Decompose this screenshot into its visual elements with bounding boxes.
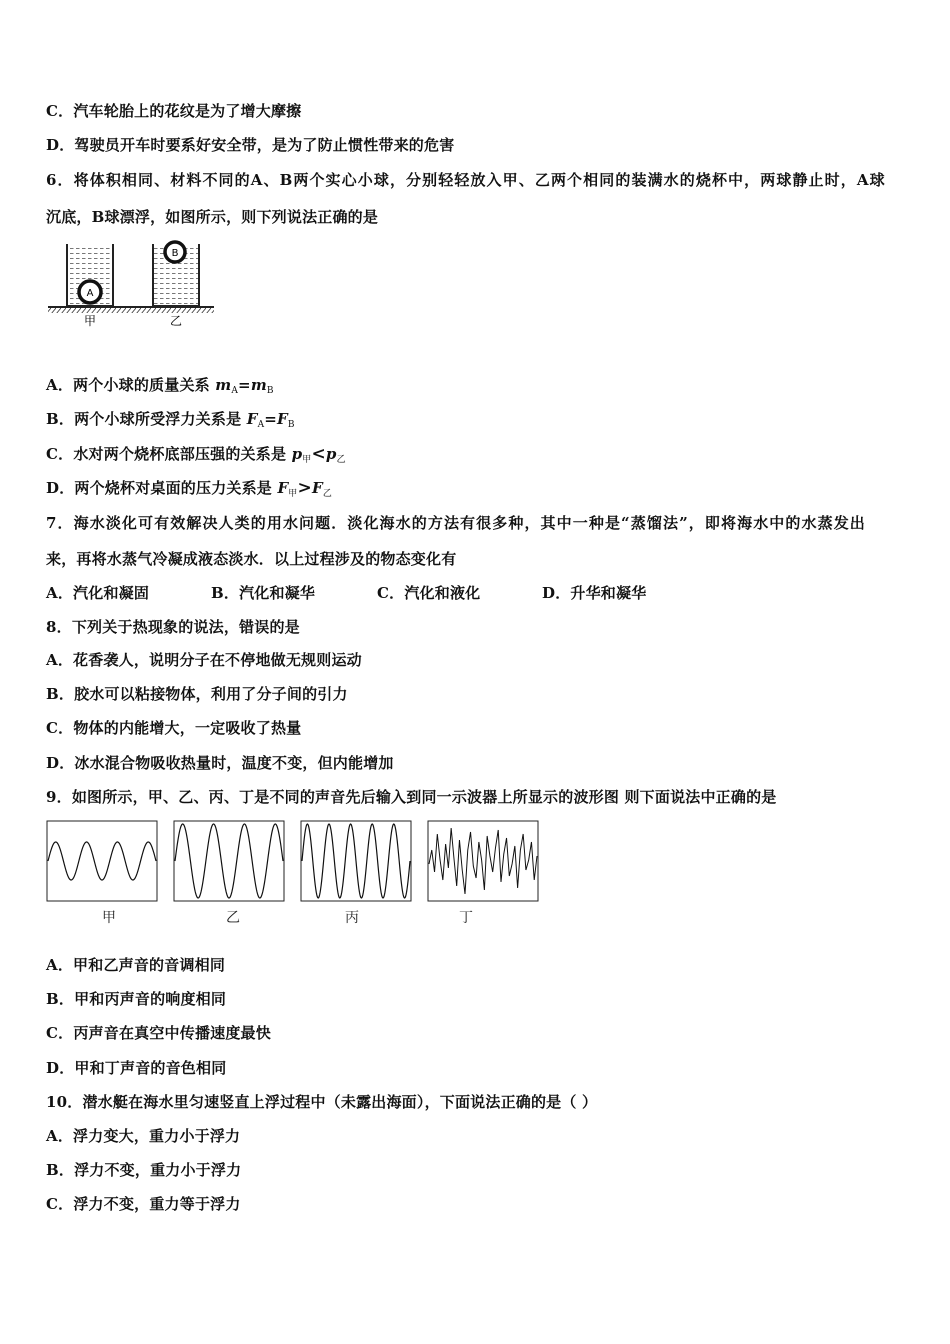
ball-b-label: B — [171, 248, 179, 259]
q6-beakers-figure — [46, 236, 221, 328]
q6-stem-line2: 沉底，B球漂浮，如图所示，则下列说法正确的是 — [46, 208, 379, 226]
q8-option-c: C．物体的内能增大，一定吸收了热量 — [46, 719, 302, 737]
q6-option-b: B．两个小球所受浮力关系是 $F_A=F_B$ — [46, 410, 295, 430]
q10-option-b: B．浮力不变，重力小于浮力 — [46, 1161, 242, 1179]
q6-option-d: D．两个烧杯对桌面的压力关系是 $F_甲>F_乙$ — [46, 478, 333, 499]
q7-option-c: C．汽化和液化 — [377, 584, 481, 602]
q10-stem: 10．潜水艇在海水里匀速竖直上浮过程中（未露出海面），下面说法正确的是（ ） — [46, 1093, 598, 1111]
beakers-diagram — [46, 236, 221, 328]
q6-stem-line1: 6．将体积相同、材料不同的A、B两个实心小球，分别轻轻放入甲、乙两个相同的装满水的烧杯中，两球静止时，A球 — [46, 171, 886, 189]
q7-option-a: A．汽化和凝固 — [46, 584, 150, 602]
waveforms — [46, 820, 540, 904]
q9-option-b: B．甲和丙声音的响度相同 — [46, 990, 227, 1008]
q9-waveform-figure — [46, 820, 540, 930]
q6-option-c: C．水对两个烧杯底部压强的关系是 $p_甲<p_乙$ — [46, 444, 346, 465]
q7-stem-line2: 来，再将水蒸气冷凝成液态淡水．以上过程涉及的物态变化有 — [46, 550, 457, 568]
q9-stem: 9．如图所示，甲、乙、丙、丁是不同的声音先后输入到同一示波器上所显示的波形图 则下面说法中正确的是 — [46, 788, 777, 806]
cup-yi-label: 乙 — [169, 314, 183, 328]
q8-option-d: D．冰水混合物吸收热量时，温度不变，但内能增加 — [46, 754, 394, 772]
q5-option-d: D．驾驶员开车时要系好安全带，是为了防止惯性带来的危害 — [46, 136, 455, 154]
q9-option-c: C．丙声音在真空中传播速度最快 — [46, 1024, 271, 1042]
wave-label-ding: 丁 — [459, 910, 473, 926]
cup-jia — [67, 244, 113, 306]
q8-option-b: B．胶水可以粘接物体，利用了分子间的引力 — [46, 685, 348, 703]
ball-a-label: A — [86, 288, 94, 299]
q9-option-a: A．甲和乙声音的音调相同 — [46, 956, 226, 974]
wave-label-yi: 乙 — [226, 910, 240, 926]
q5-option-c: C．汽车轮胎上的花纹是为了增大摩擦 — [46, 102, 302, 120]
wave-label-bing: 丙 — [345, 910, 359, 926]
q7-option-b: B．汽化和凝华 — [211, 584, 316, 602]
q6-option-a: A．两个小球的质量关系 $m_A=m_B$ — [46, 376, 274, 396]
cup-yi — [153, 242, 199, 306]
q9-option-d: D．甲和丁声音的音色相同 — [46, 1059, 227, 1077]
cup-jia-label: 甲 — [83, 314, 97, 328]
q10-option-c: C．浮力不变，重力等于浮力 — [46, 1195, 241, 1213]
q7-stem-line1: 7．海水淡化可有效解决人类的用水问题．淡化海水的方法有很多种，其中一种是“蒸馏法”，即将海水中的水蒸发出 — [46, 514, 866, 532]
q8-stem: 8．下列关于热现象的说法，错误的是 — [46, 618, 300, 636]
wave-label-jia: 甲 — [102, 910, 116, 926]
q10-option-a: A．浮力变大，重力小于浮力 — [46, 1127, 241, 1145]
q7-option-d: D．升华和凝华 — [542, 584, 647, 602]
q7-options-row — [46, 583, 906, 603]
q8-option-a: A．花香袭人，说明分子在不停地做无规则运动 — [46, 651, 362, 669]
